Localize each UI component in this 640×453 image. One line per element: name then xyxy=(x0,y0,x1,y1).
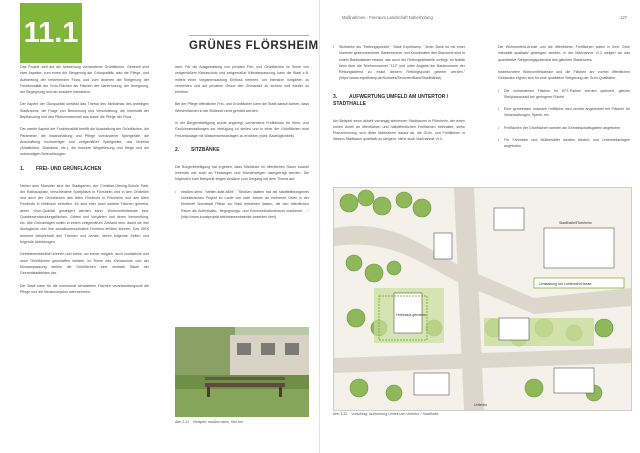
section-number: 2. xyxy=(175,146,180,153)
left-column-1 xyxy=(20,64,149,301)
title-rule xyxy=(189,35,309,36)
paragraph: Die Stadt kann für die kommunal verwalteten Flächen verantwortungsvoll die Pflege und die Neukonzeption wahrnehmen. xyxy=(20,283,149,294)
section-heading-2 xyxy=(175,147,309,154)
bullet-item: • Sitzbänke als "Rettungspunkte", Stadt Expelkamp: "Jeder Bank ist mit einer Nummer gekennzeichnet. Banknummer und Koordinaten des Standorts sind in einem Bankkataster erfasst, das auch der Rettungsleitstelle vorliegt. Im Notfall kann über die Telefonnummer "112" und unter Angabe der Banknummer der Rettungsdienst zu exakt diesem Rettungspunkt geleitet werden." (https://www.espelkamp.de/Soziales/Senioren/Bank/Stadtbänke) xyxy=(333,44,465,82)
section-heading-1 xyxy=(20,166,149,173)
site-plan-drawing xyxy=(334,188,631,410)
bullet-item: • Die vorhandenen Flächen für KFZ-Parken werden optimiert, gleiche Stellplatzanzahl bei geringerer Fläche xyxy=(498,88,630,101)
section-title: FREI- UND GRÜNFLÄCHEN xyxy=(36,165,102,172)
paragraph: Am Beispiel wenn aktuell vorrangig steinernen Stadtraums in Flörsheim, der einen hohen Anteil an öffentlichen und halböffentlichen Freiflächen beinhaltet, siehe Planzeichnung, sich diese Maßnahme darauf ab, die Grün- und Freiflächen in diesem Stadtraum qualitativ zu steigern, siehe auch Maßnahme VI.3. xyxy=(333,118,465,142)
right-column-1 xyxy=(333,44,465,149)
paragraph: Der zweite Aspekt der Funktionalität betrifft die Ausstattung der Grünflächen, die Parameter, die Instandhaltung und Pflege vorhandener Spielgeräte, die Anschaffung hochwertiger und zeitgemäßer Spielgeräte, das Mobiliar (Abfallkörbe, Sitzbänke, etc.), die bessere Wegeführung und Wege und die notwendigen Beleuchtungen. xyxy=(20,127,149,157)
site-plan-map xyxy=(333,187,632,411)
bench-photo xyxy=(175,327,309,417)
paragraph: Bei der Pflege öffentlicher Frei- und Grünflächen kann die Stadt darauf achten, dass Wiesenflächen in der Blütezeit nicht gemäht werden. xyxy=(175,102,309,113)
map-label-hofflache: Hofnutz/a gemeins. xyxy=(396,313,427,317)
running-header: Maßnahmen - Freiraum Landschaft Naherholung xyxy=(342,15,433,20)
map-label-street: Untertor xyxy=(474,403,487,407)
paragraph: In der Bürgerbeteiligung wurde angeregt, vorhandene Freiflächen für Klein- und Großveranstaltungen zur Verfügung zu stellen und in einer der Grünflächen eine Freizeitanlage mit Wasserwerksanlagen zu errichten (wird: Badeöglichkeit). xyxy=(175,121,309,138)
caption-number: Abb 3.32 xyxy=(333,412,348,416)
paragraph: Gebietsverständlich können und sollen, wo immer möglich, auch zusätzliche und neue Grünflächen geschaffen werden, im Sinne des Klimaschutz und der Klimaanpassung stellen die Grünflächen eine zentrale Säule der Gesamtstadtbildes dar. xyxy=(20,252,149,276)
bench-photo-image xyxy=(175,327,309,417)
intro-paragraph: Das Projekt zielt auf die Aufwertung vorhandener Grünflächen. Generell sind zwei Aspekte: zum einen die Steigerung der Grünqualität, also die Pflege- und Aufwertung der bestehenden Flora, und zum anderen die Steigerung der Funktionalität der Grün-Flächen als Flächen der Naherholung, der Aneignung, der Begegnung und der sozialen Interaktion. xyxy=(20,65,149,94)
section-number: 3. xyxy=(333,93,338,100)
map-label-stadthalle: Stadthalle/Flörsheim xyxy=(559,221,592,225)
map-caption xyxy=(333,412,438,416)
chapter-badge: 11.1 xyxy=(20,3,82,63)
page-title: GRÜNES FLÖRSHEIM xyxy=(189,40,319,52)
paragraph: Der Aspekt der Ökoqualität umfasst das Thema des Miniklimas des jeweiligen Stadtraums, die Frage von Besonnung und Verschattung, die Intensität der Bepflanzung und den Pflanzenwechsel aus sowie die Pflege der Flora. xyxy=(20,102,149,119)
bullet-item: • Freiflächen der Grünflächen werden als Gemeinschaftsgärten angeboten xyxy=(498,125,630,131)
paragraph: Neben dem Marsufer sind der Stadtgarten, der Christian-Gesing-Schule Park, der Rathausplatz, verschiedene Spielplätze in Flörsheim und in den Ortsteilen und auch der Grünflächen des Alten Friedhofs in Flörsheim und des Alten Friedhofs in Weilbach betroffen. Es sind eher auch weitere Flächen gemeint, deren Grün-Qualität gesteigert werden kann: Wohnumfeldareale bzw. Quartiersentwicklungsflächen, Gärten und Vorgärten und deren Verwendung, etc. Alle Grünanlagen sollen in einem zeitgemäßen Zustand sein, damit sie ihre ökologische und ihre sozialkommunikative Funktion erfüllen können. Das ISEK benennt beispielhaft den Themen und Areale, deren folgende Seiten und folgende Abbildungen. xyxy=(20,183,149,244)
right-page xyxy=(320,0,640,453)
page-number: 127 xyxy=(620,15,627,20)
paragraph: men. Für die Ausgestaltung von privaten Frei- und Grünflächen im Sinne von zeitgemäßem Klimaschutz und zeitgemäßer Klimaanpassung, kann die Stadt z.B. mittels einer Vorgartensatzung Einfluss nehmen, um intensive Vorgärten zu vermeiden und auf privatem Grund den Grünanteil zu sichern und wieder zu erhöhen. xyxy=(175,65,309,94)
caption-text: Beispiel: straßen-stein, Kiel-ber xyxy=(193,420,244,424)
bullet-item: • Eine gemeinsam nutzbare Hoffläche wird zentral angeordnet mit Flächen für Veranstaltungen, Spiele, etc. xyxy=(498,106,630,119)
map-label-untertor: Umstaltung mit Lichtmotiv/Hanse xyxy=(539,282,592,286)
bullet-item: • Für Fahrräder und Müllbehälter werden Abstell- und Unterstellanlagen angeboten xyxy=(498,137,630,150)
paragraph: Die Bürgerbeteiligung hat ergeben, dass Sitzbänke im öffentlichen Raum sowohl innerorts wie auch an Feldwegen und Wanderwegen nachgefragt werden. Die folgenden zwei Beispiele zeigen Ansätze zum Umgang mit dem Thema auf: xyxy=(175,164,309,182)
caption-text: Vorschlag: Aufwertung Umfeld am Untertor / Stadthalle xyxy=(351,412,439,416)
section-title: SITZBÄNKE xyxy=(191,146,220,153)
caption-number: Abb 3.31 xyxy=(175,420,190,424)
right-column-2 xyxy=(498,44,630,155)
paragraph: Die Wohnumfeld-Areale und die öffentlichen Freiflächen sollen in ihrer Grün intensität qualitativ gesteigert werden; in der Maßnahme VI.3 steigen wir das quantitative Steigerungspotenzial des gleichen Stadtraums. xyxy=(498,45,630,62)
photo-caption xyxy=(175,420,243,424)
paragraph: Insbesondere Wohnumfeldareale und die Flächen an/ vor/bei öffentlichen Gebäuden eignen sich für eine qualitative Steigerung der Grün-Qualitäten: xyxy=(498,69,630,81)
section-number: 1. xyxy=(20,165,25,172)
section-title: AUFWERTUNG UMFELD AM UNTERTOR / STADTHALLE xyxy=(333,93,449,107)
bullet-item: • straßen-stein, "stellen-statt-blüht", "Straßen statten hat als stadtteilbezogenes künstlerisches Projekt im Laufe von zwei Jahren an mehreren Orten in der Kieblerer Nordstadt Plätze zur Rast entstehen lassen, die den öffentlichen Raum als Aufenthalts-, Begegnungs- und Kommunikationsraum markieren. ..." (http://www.kunstprojekt.net/strassenbaenke-ansetzen.html) xyxy=(175,189,309,220)
section-heading-3 xyxy=(333,94,465,108)
left-column-2 xyxy=(175,64,309,226)
